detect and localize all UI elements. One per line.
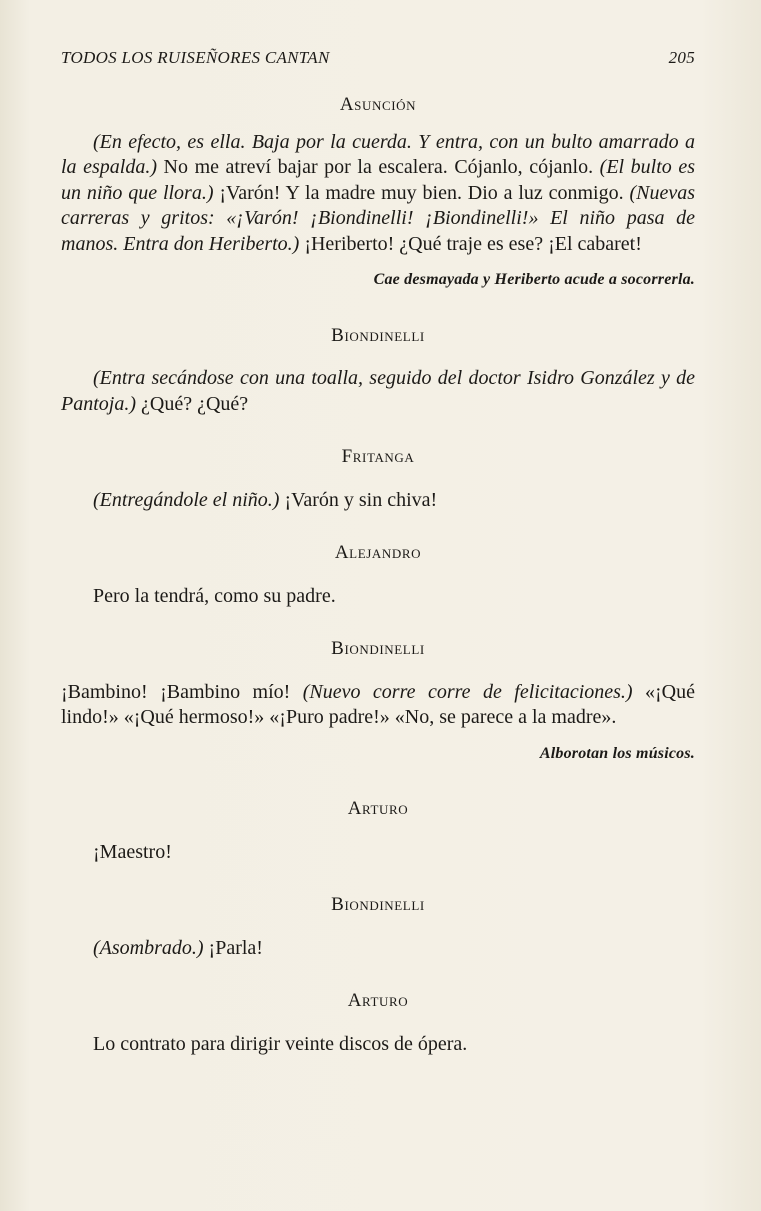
dialogue-text: ¡Bambino! ¡Bambino mío! [61, 680, 303, 703]
speech-fritanga [61, 488, 695, 514]
speech-arturo [61, 1032, 695, 1058]
speaker-biondinelli: Biondinelli [331, 894, 425, 915]
stage-direction: (Entregándole el niño.) [93, 488, 280, 511]
stage-direction: (Nuevo corre corre de felicitaciones.) [302, 680, 633, 703]
speech-asuncion [61, 130, 695, 258]
speech-alejandro [61, 584, 695, 610]
speaker-arturo: Arturo [347, 798, 409, 819]
dialogue-text: No me atreví bajar por la escalera. Cójanlo, cójanlo. [157, 156, 600, 178]
speaker-alejandro: Alejandro [334, 542, 422, 563]
action-direction: Alborotan los músicos. [539, 744, 695, 762]
stage-direction: (En efecto, es ella. Baja por la cuerda. Y entra, con un bulto amarrado a la espalda.) [61, 130, 695, 178]
dialogue-text: ¡Parla! [203, 936, 263, 959]
stage-direction: (Entra secándose con una toalla, seguido del doctor Isidro González y de Pantoja.) [61, 367, 695, 415]
page-number: 205 [668, 48, 695, 67]
dialogue-text: «¡Qué lindo!» «¡Qué hermoso!» «¡Puro padre!» «No, se parece a la madre». [61, 680, 695, 728]
speaker-arturo: Arturo [347, 990, 409, 1011]
dialogue-text: ¿Qué? ¿Qué? [136, 392, 249, 415]
play-text [61, 92, 695, 1057]
speaker-biondinelli: Biondinelli [331, 324, 425, 346]
action-direction: Cae desmayada y Heriberto acude a socorrerla. [373, 271, 695, 288]
dialogue-text: Lo contrato para dirigir veinte discos de ópera. [93, 1032, 468, 1055]
dialogue-text: ¡Maestro! [93, 840, 172, 863]
dialogue-text: ¡Varón! Y la madre muy bien. Dio a luz conmigo. [213, 181, 630, 204]
dialogue-text: Pero la tendrá, como su padre. [93, 584, 336, 607]
speaker-fritanga: Fritanga [341, 446, 415, 467]
stage-direction: (El bulto es un niño que llora.) [61, 156, 695, 204]
dialogue-text: ¡Heriberto! ¿Qué traje es ese? ¡El cabaret! [299, 232, 642, 255]
speaker-asuncion: Asunción [339, 94, 417, 115]
dialogue-text: ¡Varón y sin chiva! [279, 488, 438, 511]
book-title: TODOS LOS RUISEÑORES CANTAN [61, 48, 330, 67]
stage-direction: (Asombrado.) [93, 936, 204, 959]
stage-direction: (Nuevas carreras y gritos: «¡Varón! ¡Biondinelli! ¡Biondinelli!» El niño pasa de manos. Entra don Heriberto.) [61, 181, 695, 255]
speaker-biondinelli: Biondinelli [331, 638, 425, 659]
speech-biondinelli [61, 680, 695, 731]
speech-biondinelli [61, 936, 695, 962]
speech-biondinelli [61, 366, 695, 417]
speech-arturo [61, 840, 695, 866]
